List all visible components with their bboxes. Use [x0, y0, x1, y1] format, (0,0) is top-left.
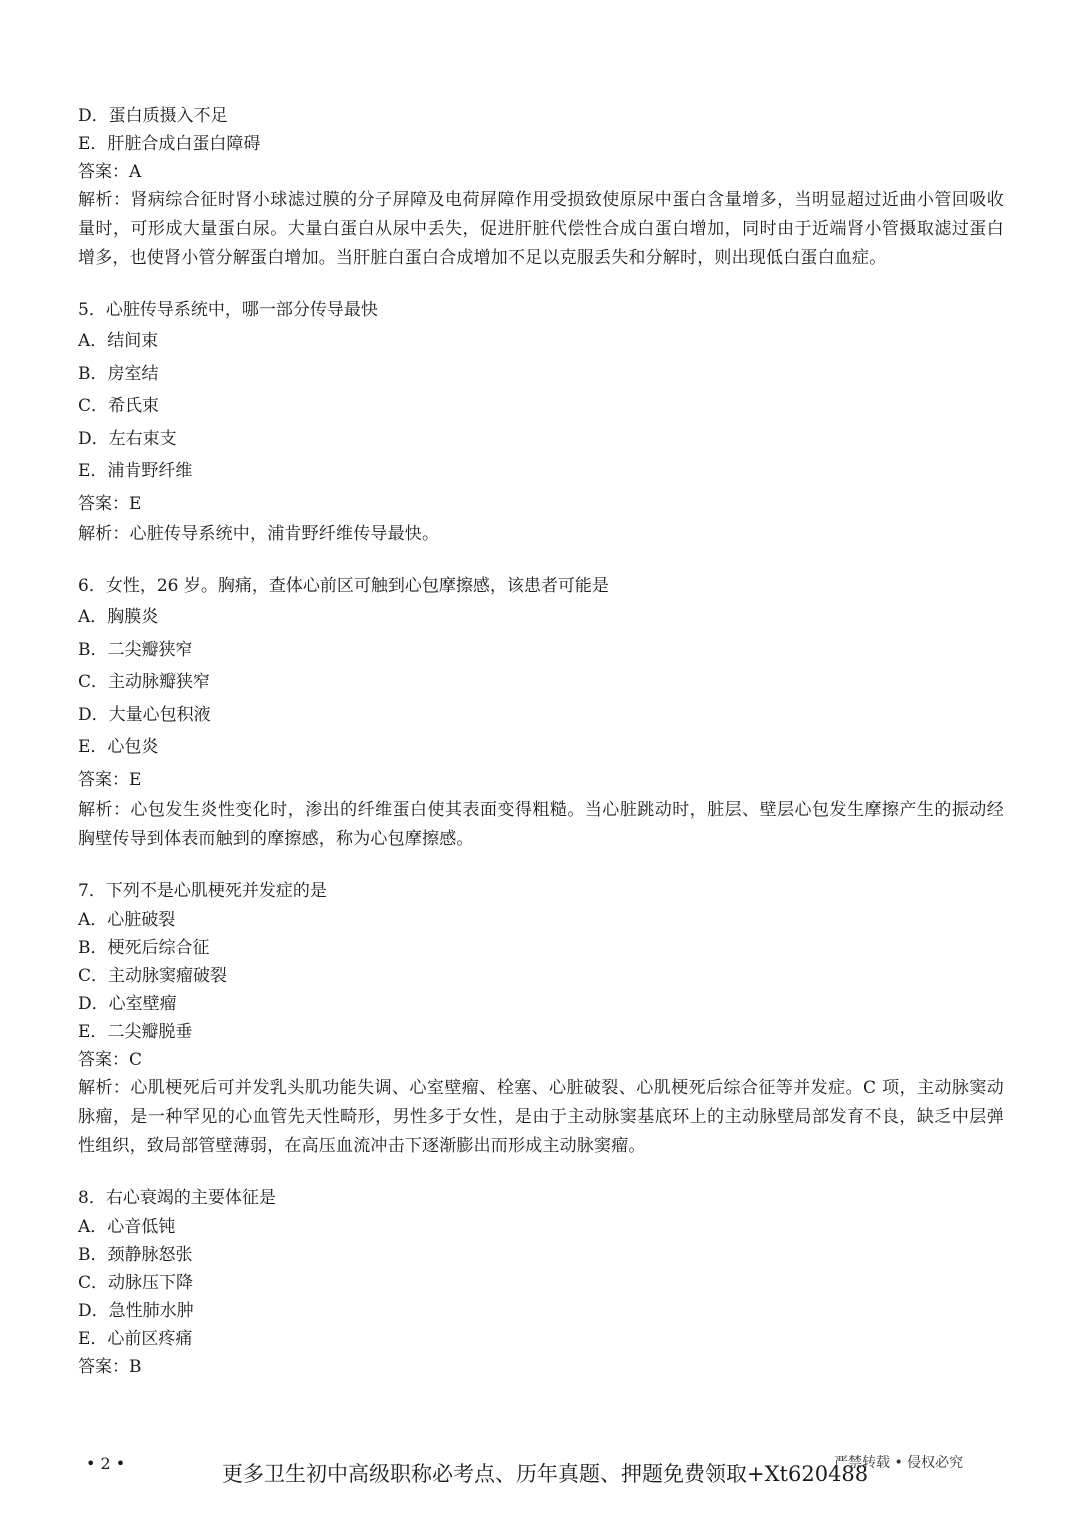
option-a: A．胸膜炎 [78, 607, 159, 627]
option-c: C．希氏束 [78, 396, 160, 416]
question-text: 5．心脏传导系统中，哪一部分传导最快 [78, 300, 378, 320]
option-b: B．二尖瓣狭窄 [78, 639, 193, 660]
option-d: D．蛋白质摄入不足 [78, 106, 228, 126]
answer: 答案：E [78, 493, 142, 514]
option-c: C．主动脉窦瘤破裂 [78, 966, 228, 986]
option-b: B．梗死后综合征 [78, 938, 210, 958]
option-c: C．动脉压下降 [78, 1273, 194, 1293]
question-8 [78, 1183, 1004, 1381]
option-d: D．大量心包积液 [78, 704, 211, 725]
option-a: A．心脏破裂 [78, 910, 176, 930]
question-7 [78, 876, 1004, 1161]
answer: 答案：B [78, 1357, 142, 1377]
analysis: 解析：心肌梗死后可并发乳头肌功能失调、心室壁瘤、栓塞、心脏破裂、心肌梗死后综合征等并发症。C 项，主动脉窦动脉瘤，是一种罕见的心血管先天性畸形，男性多于女性，是由于主动脉窦基底环上的主动脉壁局部发育不良，缺乏中层弹性组织，致局部管壁薄弱，在高压血流冲击下逐渐膨出而形成主动脉窦瘤。 [78, 1078, 1004, 1156]
option-e: E．心前区疼痛 [78, 1329, 193, 1349]
option-e: E．肝脏合成白蛋白障碍 [78, 134, 261, 154]
document-body [78, 102, 1004, 1381]
option-d: D．左右束支 [78, 428, 177, 449]
option-b: B．颈静脉怒张 [78, 1245, 193, 1265]
option-b: B．房室结 [78, 363, 159, 384]
question-6 [78, 571, 1004, 854]
answer: 答案：C [78, 1050, 143, 1070]
option-e: E．浦肯野纤维 [78, 461, 193, 481]
analysis: 解析：心脏传导系统中，浦肯野纤维传导最快。 [78, 524, 440, 544]
question-text: 8．右心衰竭的主要体征是 [78, 1188, 276, 1208]
question-4-tail [78, 102, 1004, 273]
promo-text: 更多卫生初中高级职称必考点、历年真题、押题免费领取+Xt620488 [222, 1462, 869, 1486]
analysis: 解析：心包发生炎性变化时，渗出的纤维蛋白使其表面变得粗糙。当心脏跳动时，脏层、壁层心包发生摩擦产生的振动经胸壁传导到体表而触到的摩擦感，称为心包摩擦感。 [78, 800, 1004, 849]
option-a: A．心音低钝 [78, 1217, 176, 1237]
answer: 答案：E [78, 769, 142, 790]
question-text: 7．下列不是心肌梗死并发症的是 [78, 881, 327, 901]
question-5 [78, 295, 1004, 549]
page-number: • 2 • [86, 1454, 126, 1473]
option-a: A．结间束 [78, 331, 159, 351]
option-d: D．急性肺水肿 [78, 1301, 194, 1321]
option-e: E．心包炎 [78, 737, 159, 757]
copyright-notice: 严禁转载 • 侵权必究 [834, 1455, 964, 1471]
answer: 答案：A [78, 162, 142, 182]
option-e: E．二尖瓣脱垂 [78, 1022, 193, 1042]
option-d: D．心室壁瘤 [78, 994, 177, 1014]
question-text: 6．女性，26 岁。胸痛，查体心前区可触到心包摩擦感，该患者可能是 [78, 576, 609, 596]
page-footer [0, 1448, 1080, 1498]
option-c: C．主动脉瓣狭窄 [78, 672, 211, 692]
analysis: 解析：肾病综合征时肾小球滤过膜的分子屏障及电荷屏障作用受损致使原尿中蛋白含量增多，当明显超过近曲小管回吸收量时，可形成大量蛋白尿。大量白蛋白从尿中丢失，促进肝脏代偿性合成白蛋白增加，同时由于近端肾小管摄取滤过蛋白增多，也使肾小管分解蛋白增加。当肝脏白蛋白合成增加不足以克服丢失和分解时，则出现低白蛋白血症。 [78, 190, 1004, 268]
